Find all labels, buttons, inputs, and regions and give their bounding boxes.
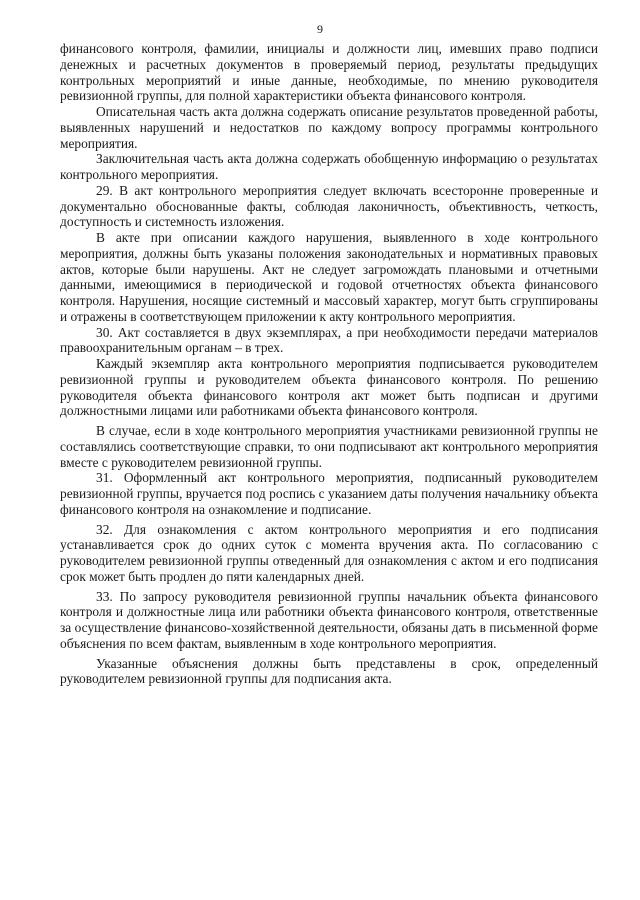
paragraph-violations: В акте при описании каждого нарушения, выявленного в ходе контрольного мероприятия, должны быть указаны положения законодательных и нормативных правовых актов, которые были нарушены. Акт не следует загромождать плановыми и отчетными данными, имеющимися в периодической и годовой отчетностях объекта финансового контроля. Нарушения, носящие системный и массовый характер, могут быть сгруппированы и отражены в соответствующем приложении к акту контрольного мероприятия. [60, 230, 598, 324]
paragraph-explanations: Указанные объяснения должны быть представлены в срок, определенный руководителем ревизионной группы для подписания акта. [60, 655, 598, 687]
paragraph-item-30: 30. Акт составляется в двух экземплярах, а при необходимости передачи материалов правоохранительным органам – в трех. [60, 324, 598, 356]
paragraph-descriptive-part: Описательная часть акта должна содержать описание результатов проведенной работы, выявленных нарушений и недостатков по каждому вопросу программы контрольного мероприятия. [60, 104, 598, 151]
paragraph-continuation: финансового контроля, фамилии, инициалы и должности лиц, имевших право подписи денежных и расчетных документов в проверяемый период, результаты предыдущих контрольных мероприятий и иные данные, необходимые, по мнению руководителя ревизионной группы, для полной характеристики объекта финансового контроля. [60, 41, 598, 104]
paragraph-signing: Каждый экземпляр акта контрольного мероприятия подписывается руководителем ревизионной группы и руководителем объекта финансового контроля. По решению руководителя объекта финансового контроля акт может быть подписан и другими должностными лицами или работниками объекта финансового контроля. [60, 356, 598, 419]
paragraph-item-29: 29. В акт контрольного мероприятия следует включать всесторонне проверенные и документально обоснованные факты, соблюдая лаконичность, объективность, четкость, доступность и системность изложения. [60, 182, 598, 230]
paragraph-item-33: 33. По запросу руководителя ревизионной группы начальник объекта финансового контроля и должностные лица или работники объекта финансового контроля, ответственные за осуществление финансово-хозяйственной деятельности, обязаны дать в письменной форме объяснения по всем фактам, выявленным в ходе контрольного мероприятия. [60, 588, 598, 651]
paragraph-certificates: В случае, если в ходе контрольного мероприятия участниками ревизионной группы не составлялись соответствующие справки, то они подписывают акт контрольного мероприятия вместе с руководителем ревизионной группы. [60, 423, 598, 470]
paragraph-item-32: 32. Для ознакомления с актом контрольного мероприятия и его подписания устанавливается срок до одних суток с момента вручения акта. По согласованию с руководителем ревизионной группы отведенный для ознакомления с актом и его подписания срок может быть продлен до пяти календарных дней. [60, 521, 598, 584]
document-body [60, 41, 598, 687]
paragraph-item-31: 31. Оформленный акт контрольного мероприятия, подписанный руководителем ревизионной группы, вручается под роспись с указанием даты получения начальнику объекта финансового контроля на ознакомление и подписание. [60, 470, 598, 517]
paragraph-final-part: Заключительная часть акта должна содержать обобщенную информацию о результатах контрольного мероприятия. [60, 151, 598, 182]
page-number: 9 [317, 22, 323, 36]
